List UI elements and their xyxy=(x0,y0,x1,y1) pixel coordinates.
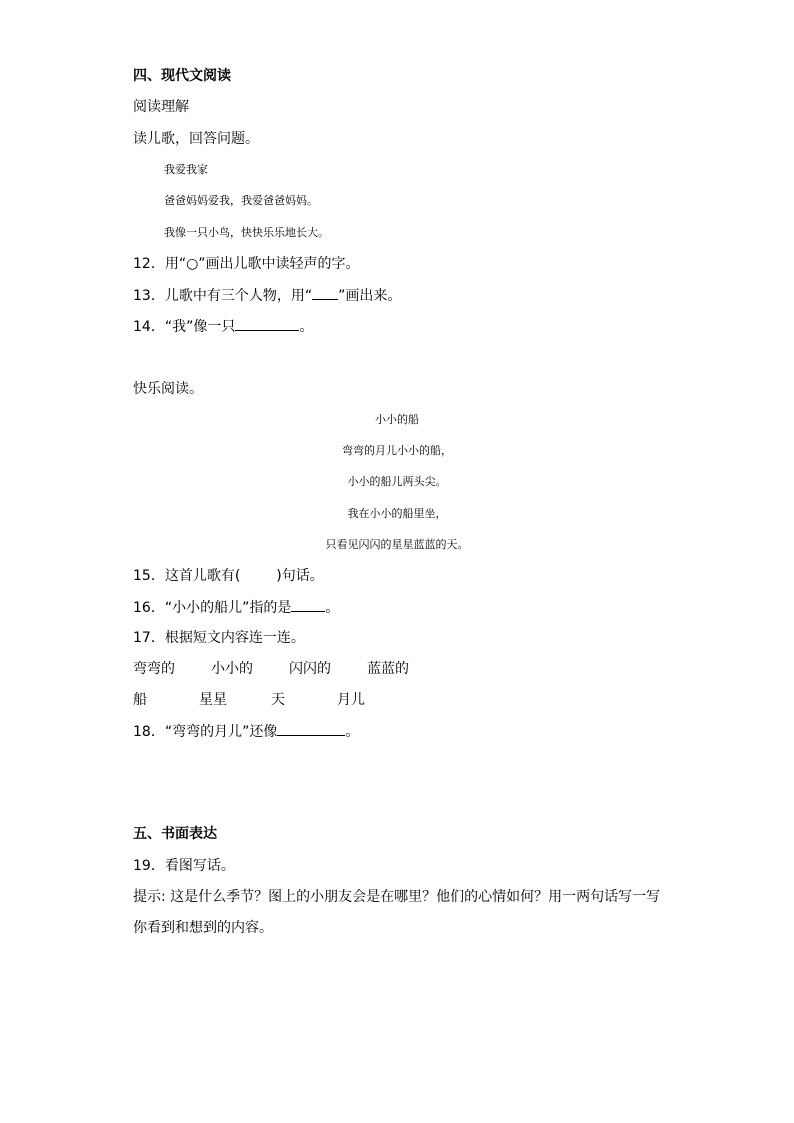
poem-title: 我爱我家 xyxy=(164,163,208,176)
question-14 xyxy=(133,316,313,337)
answer-blank[interactable] xyxy=(235,316,299,331)
reading-intro: 快乐阅读。 xyxy=(133,381,203,397)
writing-hint: 你看到和想到的内容。 xyxy=(133,920,273,936)
question-16 xyxy=(133,597,339,618)
question-18-suffix: 。 xyxy=(345,724,360,740)
poem-line: 爸爸妈妈爱我，我爱爸爸妈妈。 xyxy=(164,194,318,207)
match-top-item[interactable]: 小小的 xyxy=(211,661,253,677)
poem-line: 只看见闪闪的星星蓝蓝的天。 xyxy=(325,538,469,551)
question-15-suffix: )句话。 xyxy=(276,568,324,584)
writing-hint: 提示: 这是什么季节？图上的小朋友会是在哪里？他们的心情如何？用一两句话写一写 xyxy=(133,889,661,905)
question-15-prefix: 15．这首儿歌有( xyxy=(133,568,241,584)
question-14-prefix: 14．“我”像一只 xyxy=(133,319,236,335)
answer-blank[interactable] xyxy=(291,597,325,612)
poem-line: 小小的船儿两头尖。 xyxy=(347,475,447,488)
question-14-suffix: 。 xyxy=(299,319,314,335)
question-17: 17．根据短文内容连一连。 xyxy=(133,630,305,646)
question-16-suffix: 。 xyxy=(325,600,340,616)
question-13 xyxy=(133,285,401,306)
match-top-item[interactable]: 弯弯的 xyxy=(133,661,175,677)
question-18 xyxy=(133,721,359,742)
question-16-prefix: 16．“小小的船儿”指的是 xyxy=(133,600,292,616)
answer-blank[interactable] xyxy=(277,721,345,736)
match-top-item[interactable]: 蓝蓝的 xyxy=(367,661,409,677)
match-top-item[interactable]: 闪闪的 xyxy=(289,661,331,677)
section-title: 五、书面表达 xyxy=(133,826,217,842)
match-bottom-item[interactable]: 星星 xyxy=(199,692,227,708)
question-18-prefix: 18．“弯弯的月儿”还像 xyxy=(133,724,278,740)
question-13-suffix: ”画出来。 xyxy=(338,288,402,304)
question-12: 12．用“○”画出儿歌中读轻声的字。 xyxy=(133,256,360,272)
poem-line: 弯弯的月儿小小的船， xyxy=(342,444,452,457)
match-bottom-item[interactable]: 船 xyxy=(133,692,147,708)
match-bottom-item[interactable]: 月儿 xyxy=(337,692,365,708)
poem-line: 我在小小的船里坐， xyxy=(347,507,447,520)
question-13-prefix: 13．儿歌中有三个人物，用“ xyxy=(133,288,313,304)
section-subtitle: 阅读理解 xyxy=(133,99,189,115)
answer-blank[interactable] xyxy=(312,285,338,300)
match-bottom-item[interactable]: 天 xyxy=(271,692,285,708)
poem-line: 我像一只小鸟，快快乐乐地长大。 xyxy=(164,226,329,239)
section-title: 四、现代文阅读 xyxy=(133,68,231,84)
poem-title: 小小的船 xyxy=(375,413,419,426)
reading-intro: 读儿歌，回答问题。 xyxy=(133,131,259,147)
question-19: 19．看图写话。 xyxy=(133,858,235,874)
question-15 xyxy=(133,566,324,586)
